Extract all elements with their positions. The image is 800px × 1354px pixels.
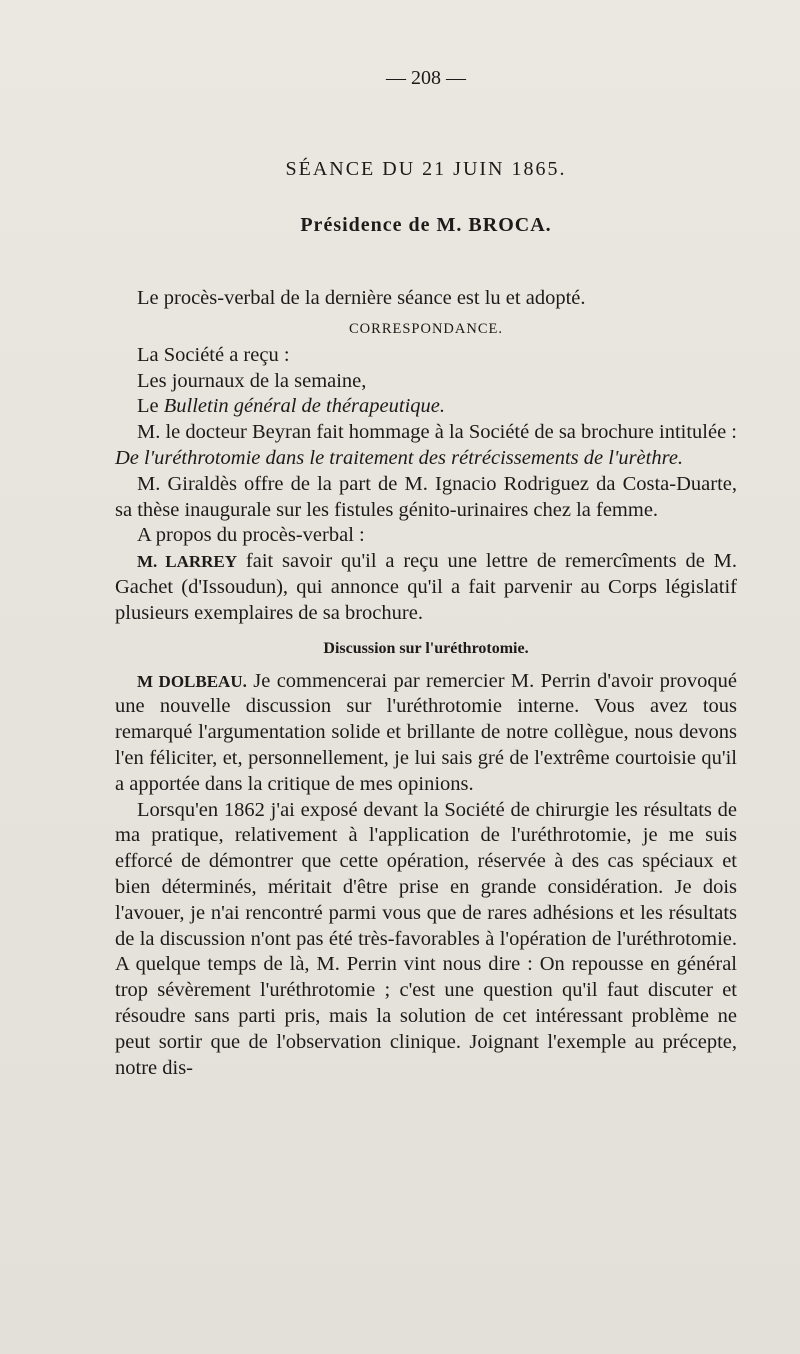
larrey-paragraph (115, 549, 737, 626)
bulletin-prefix: Le (137, 395, 159, 418)
received-item-bulletin (115, 394, 737, 420)
session-title (115, 154, 737, 184)
presidency-heading: Présidence de M. BROCA. (300, 214, 552, 236)
beyran-paragraph (115, 420, 737, 472)
bulletin-title: Bulletin général de thérapeutique. (163, 395, 445, 418)
correspondence-heading: CORRESPONDANCE. (349, 320, 503, 337)
giraldes-paragraph: M. Giraldès offre de la part de M. Ignacio Rodriguez da Costa-Duarte, sa thèse inaugurale sur les fistules génito-urinaires chez la femme. (115, 472, 737, 521)
minutes-paragraph: Le procès-verbal de la dernière séance est lu et adopté. (137, 287, 586, 309)
session-title-prefix: SÉANCE DU (285, 158, 416, 180)
dolbeau-text: Je commencerai par remercier M. Perrin d'avoir provoqué une nouvelle discussion sur l'uréthrotomie interne. Vous avez tous remarqué l'argumentation solide et brillante de notre collègue, nous devons l'en féliciter, et, personnellement, je lui sais gré de l'extrême courtoisie qu'il a apportée dans la critique de mes opinions. (115, 669, 737, 795)
page-content (115, 62, 737, 1081)
speaker-dolbeau: M DOLBEAU. (137, 671, 247, 691)
received-intro: La Société a reçu : (137, 343, 290, 366)
beyran-text: M. le docteur Beyran fait hommage à la Société de sa brochure intitulée : (137, 421, 737, 444)
session-month: JUIN (453, 158, 505, 180)
proces-verbal-paragraph: A propos du procès-verbal : (137, 524, 365, 547)
beyran-brochure-title: De l'uréthrotomie dans le traitement des rétrécissements de l'urèthre. (115, 446, 684, 469)
discussion-paragraph-2: Lorsqu'en 1862 j'ai exposé devant la Société de chirurgie les résultats de ma pratique, relativement à l'application de l'uréthrotomie, je me suis efforcé de démontrer que cette opération, réservée à des cas spéciaux et bien déterminés, méritait d'être prise en grande considération. Je dois l'avouer, je n'ai rencontré parmi vous que de rares adhésions et les résultats de la discussion n'ont pas été très-favorables à l'opération de l'uréthrotomie. A quelque temps de là, M. Perrin vint nous dire : On repousse en général trop sévèrement l'uréthrotomie ; c'est une question qu'il faut discuter et résoudre sans parti pris, mais la solution de cet intéressant problème ne peut sortir que de l'observation clinique. Joignant l'exemple au précepte, notre dis- (115, 798, 737, 1079)
session-day: 21 (422, 158, 447, 180)
page-number: — 208 — (386, 67, 466, 89)
dolbeau-paragraph (115, 669, 737, 798)
speaker-larrey: M. LARREY (137, 552, 238, 572)
session-year: 1865. (511, 158, 567, 180)
received-item-journals: Les journaux de la semaine, (137, 369, 367, 392)
larrey-text: fait savoir qu'il a reçu une lettre de remercîments de M. Gachet (d'Issoudun), qui annonce qu'il a fait parvenir au Corps législatif plusieurs exemplaires de sa brochure. (115, 550, 737, 624)
discussion-heading: Discussion sur l'uréthrotomie. (323, 639, 529, 657)
